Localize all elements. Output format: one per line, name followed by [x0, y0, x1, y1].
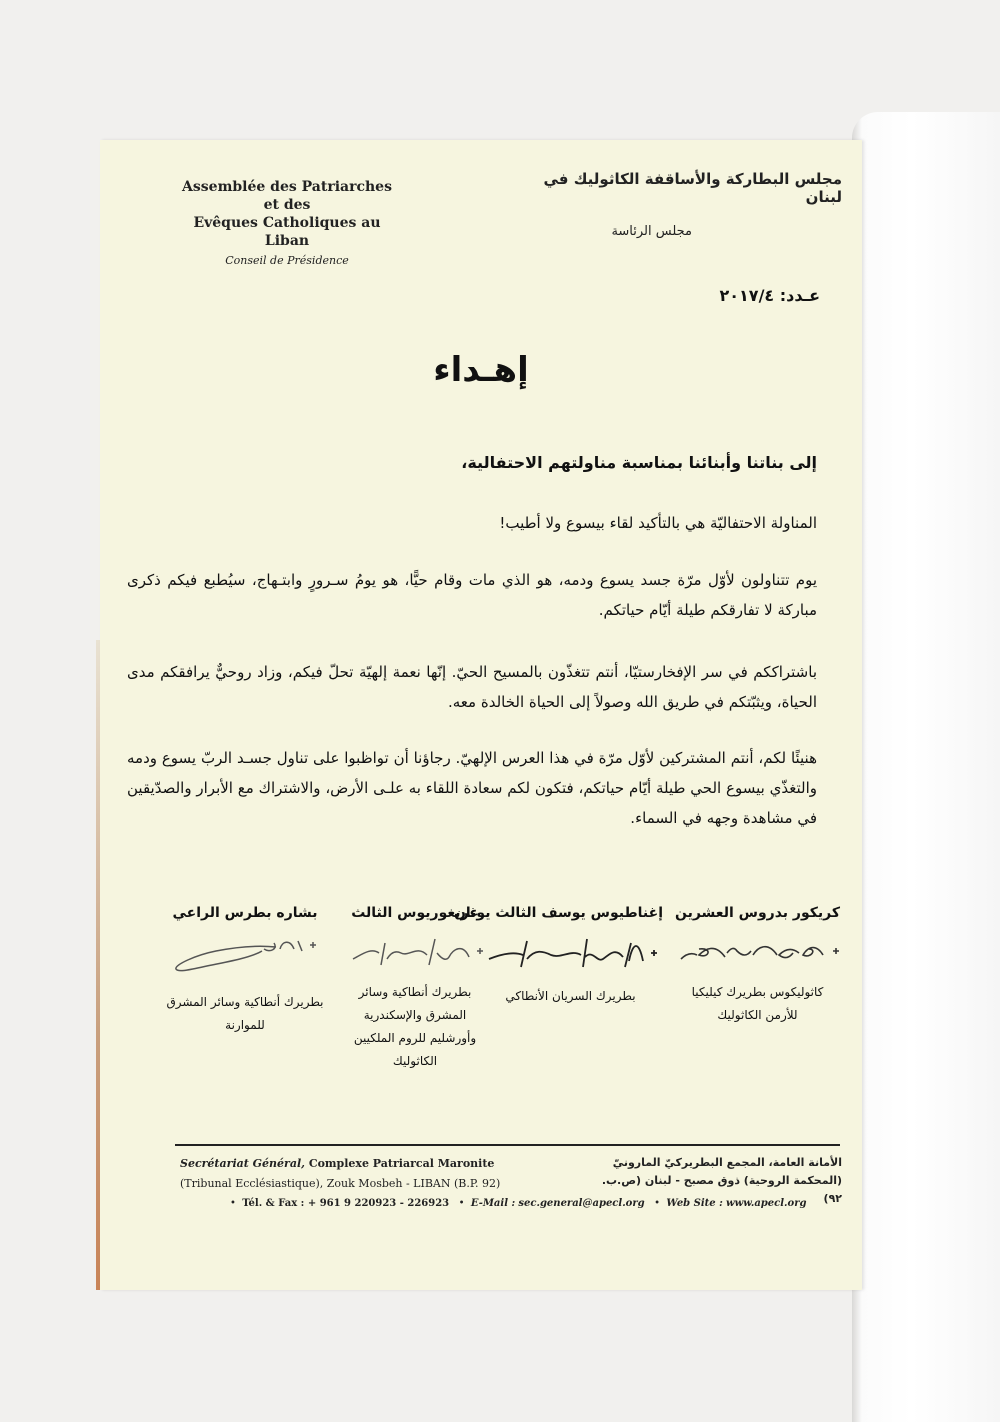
web-label: Web Site : [666, 1198, 723, 1209]
document-title: إهـداء [433, 350, 529, 390]
paragraph: يوم تتناولون لأوّل مرّة جسد يسوع ودمه، هو الذي مات وقام حيًّا، هو يومُ سـرورٍ وابتـهاج، سيُطبع فيكم ذكرى مباركة لا تفارقكم طيلة أيّام حياتكم. [127, 571, 817, 619]
signatory-role [665, 981, 850, 1027]
paragraph: هنيئًا لكم، أنتم المشتركين لأوّل مرّة في هذا العرس الإلهيّ. رجاؤنا أن تواظبوا على تناول جسـد الربّ يسوع ودمه والتغذّي بيسوع الحي طيلة أيّام حياتكم، فتكون لكم سعادة اللقاء به علـى الأرض، والاشتراك مع الأبرار والصدّيقين في مشاهدة وجهه في السماء. [127, 749, 817, 827]
reference-number: عـدد: ٢٠١٧/٤ [719, 286, 820, 305]
signatory-name: بشاره بطرس الراعي [172, 905, 318, 921]
letter-page [100, 140, 862, 1290]
signatory-name: غريغوريوس الثالث [351, 905, 479, 921]
signature-scribble-icon [170, 931, 320, 981]
signature-scribble-icon [673, 931, 843, 971]
role-line: بطريرك أنطاكية وسائر [358, 985, 472, 999]
tel-fax: Tél. & Fax : + 961 9 220923 - 226923 [242, 1198, 450, 1209]
signatures-block [100, 905, 862, 1145]
email-link[interactable]: sec.general@apecl.org [518, 1198, 645, 1209]
assembly-name-ar: مجلس البطاركة والأساقفة الكاثوليك في لبنان [543, 170, 842, 206]
footer-contacts: • Tél. & Fax : + 961 9 220923 - 226923 • E-Mail : sec.general@apecl.org • Web Site : www.apecl.org [230, 1198, 807, 1209]
signatory-name: كريكور بدروس العشرين [674, 905, 841, 921]
signatory-syriac [453, 905, 663, 1008]
footer-french [180, 1154, 620, 1194]
paragraph: المناولة الاحتفاليّة هي بالتأكيد لقاء بيسوع ولا أطيب! [499, 514, 817, 532]
assembly-name-line1: Assemblée des Patriarches et des [182, 179, 392, 213]
secretariat-label: Secrétariat Général, [180, 1157, 305, 1170]
role-line: المشرق والإسكندرية [363, 1008, 467, 1022]
signatory-armenian [665, 905, 850, 1027]
signatory-role [160, 991, 330, 1037]
role-line: بطريرك أنطاكية وسائر المشرق [166, 995, 324, 1009]
web-link[interactable]: www.apecl.org [726, 1198, 807, 1209]
addressee: إلى بناتنا وأبنائنا بمناسبة مناولتهم الاحتفالية، [461, 453, 817, 472]
role-line: الكاثوليك [392, 1054, 438, 1068]
council-name-fr: Conseil de Présidence [225, 254, 349, 267]
signatory-name: إغناطيوس يوسف الثالث يونان [453, 905, 663, 921]
signatory-melkite [340, 905, 490, 1073]
assembly-name-line2: Evêques Catholiques au Liban [193, 215, 381, 249]
signature-scribble-icon [483, 931, 658, 975]
address-fr: (Tribunal Ecclésiastique), Zouk Mosbeh - LIBAN (B.P. 92) [180, 1177, 501, 1190]
signatory-role [478, 985, 663, 1008]
council-name-ar: مجلس الرئاسة [611, 224, 692, 239]
footer-divider [175, 1144, 840, 1146]
address-ar: (المحكمة الروحية) ذوق مصبح - لبنان (ص.ب. ٩٢) [601, 1174, 842, 1205]
signature-scribble-icon [345, 931, 485, 971]
complex-name: Complexe Patriarcal Maronite [304, 1157, 495, 1170]
role-line: للأرمن الكاثوليك [717, 1008, 798, 1022]
role-line: بطريرك السريان الأنطاكي [505, 989, 636, 1003]
role-line: كاثوليكوس بطريرك كيليكيا [691, 985, 824, 999]
letterhead-french [172, 178, 402, 267]
signatory-maronite [160, 905, 330, 1037]
paragraph: باشتراككم في سر الإفخارستيّا، أنتم تتغذّون بالمسيح الحيّ. إنّها نعمة إلهيّة تحلّ فيكم، وزاد روحيٌّ يرافقكم مدى الحياة، ويثبّتكم في طريق الله وصولاً إلى الحياة الخالدة معه. [127, 663, 817, 711]
book-right-pages [852, 112, 1000, 1422]
signatory-role [340, 981, 490, 1073]
email-label: E-Mail : [470, 1198, 516, 1209]
secretariat-ar: الأمانة العامة، المجمع البطريركيّ المارونيّ [612, 1156, 842, 1169]
letterhead-arabic [512, 170, 842, 239]
role-line: للموارنة [225, 1018, 265, 1032]
role-line: وأورشليم للروم الملكيين [353, 1031, 477, 1045]
